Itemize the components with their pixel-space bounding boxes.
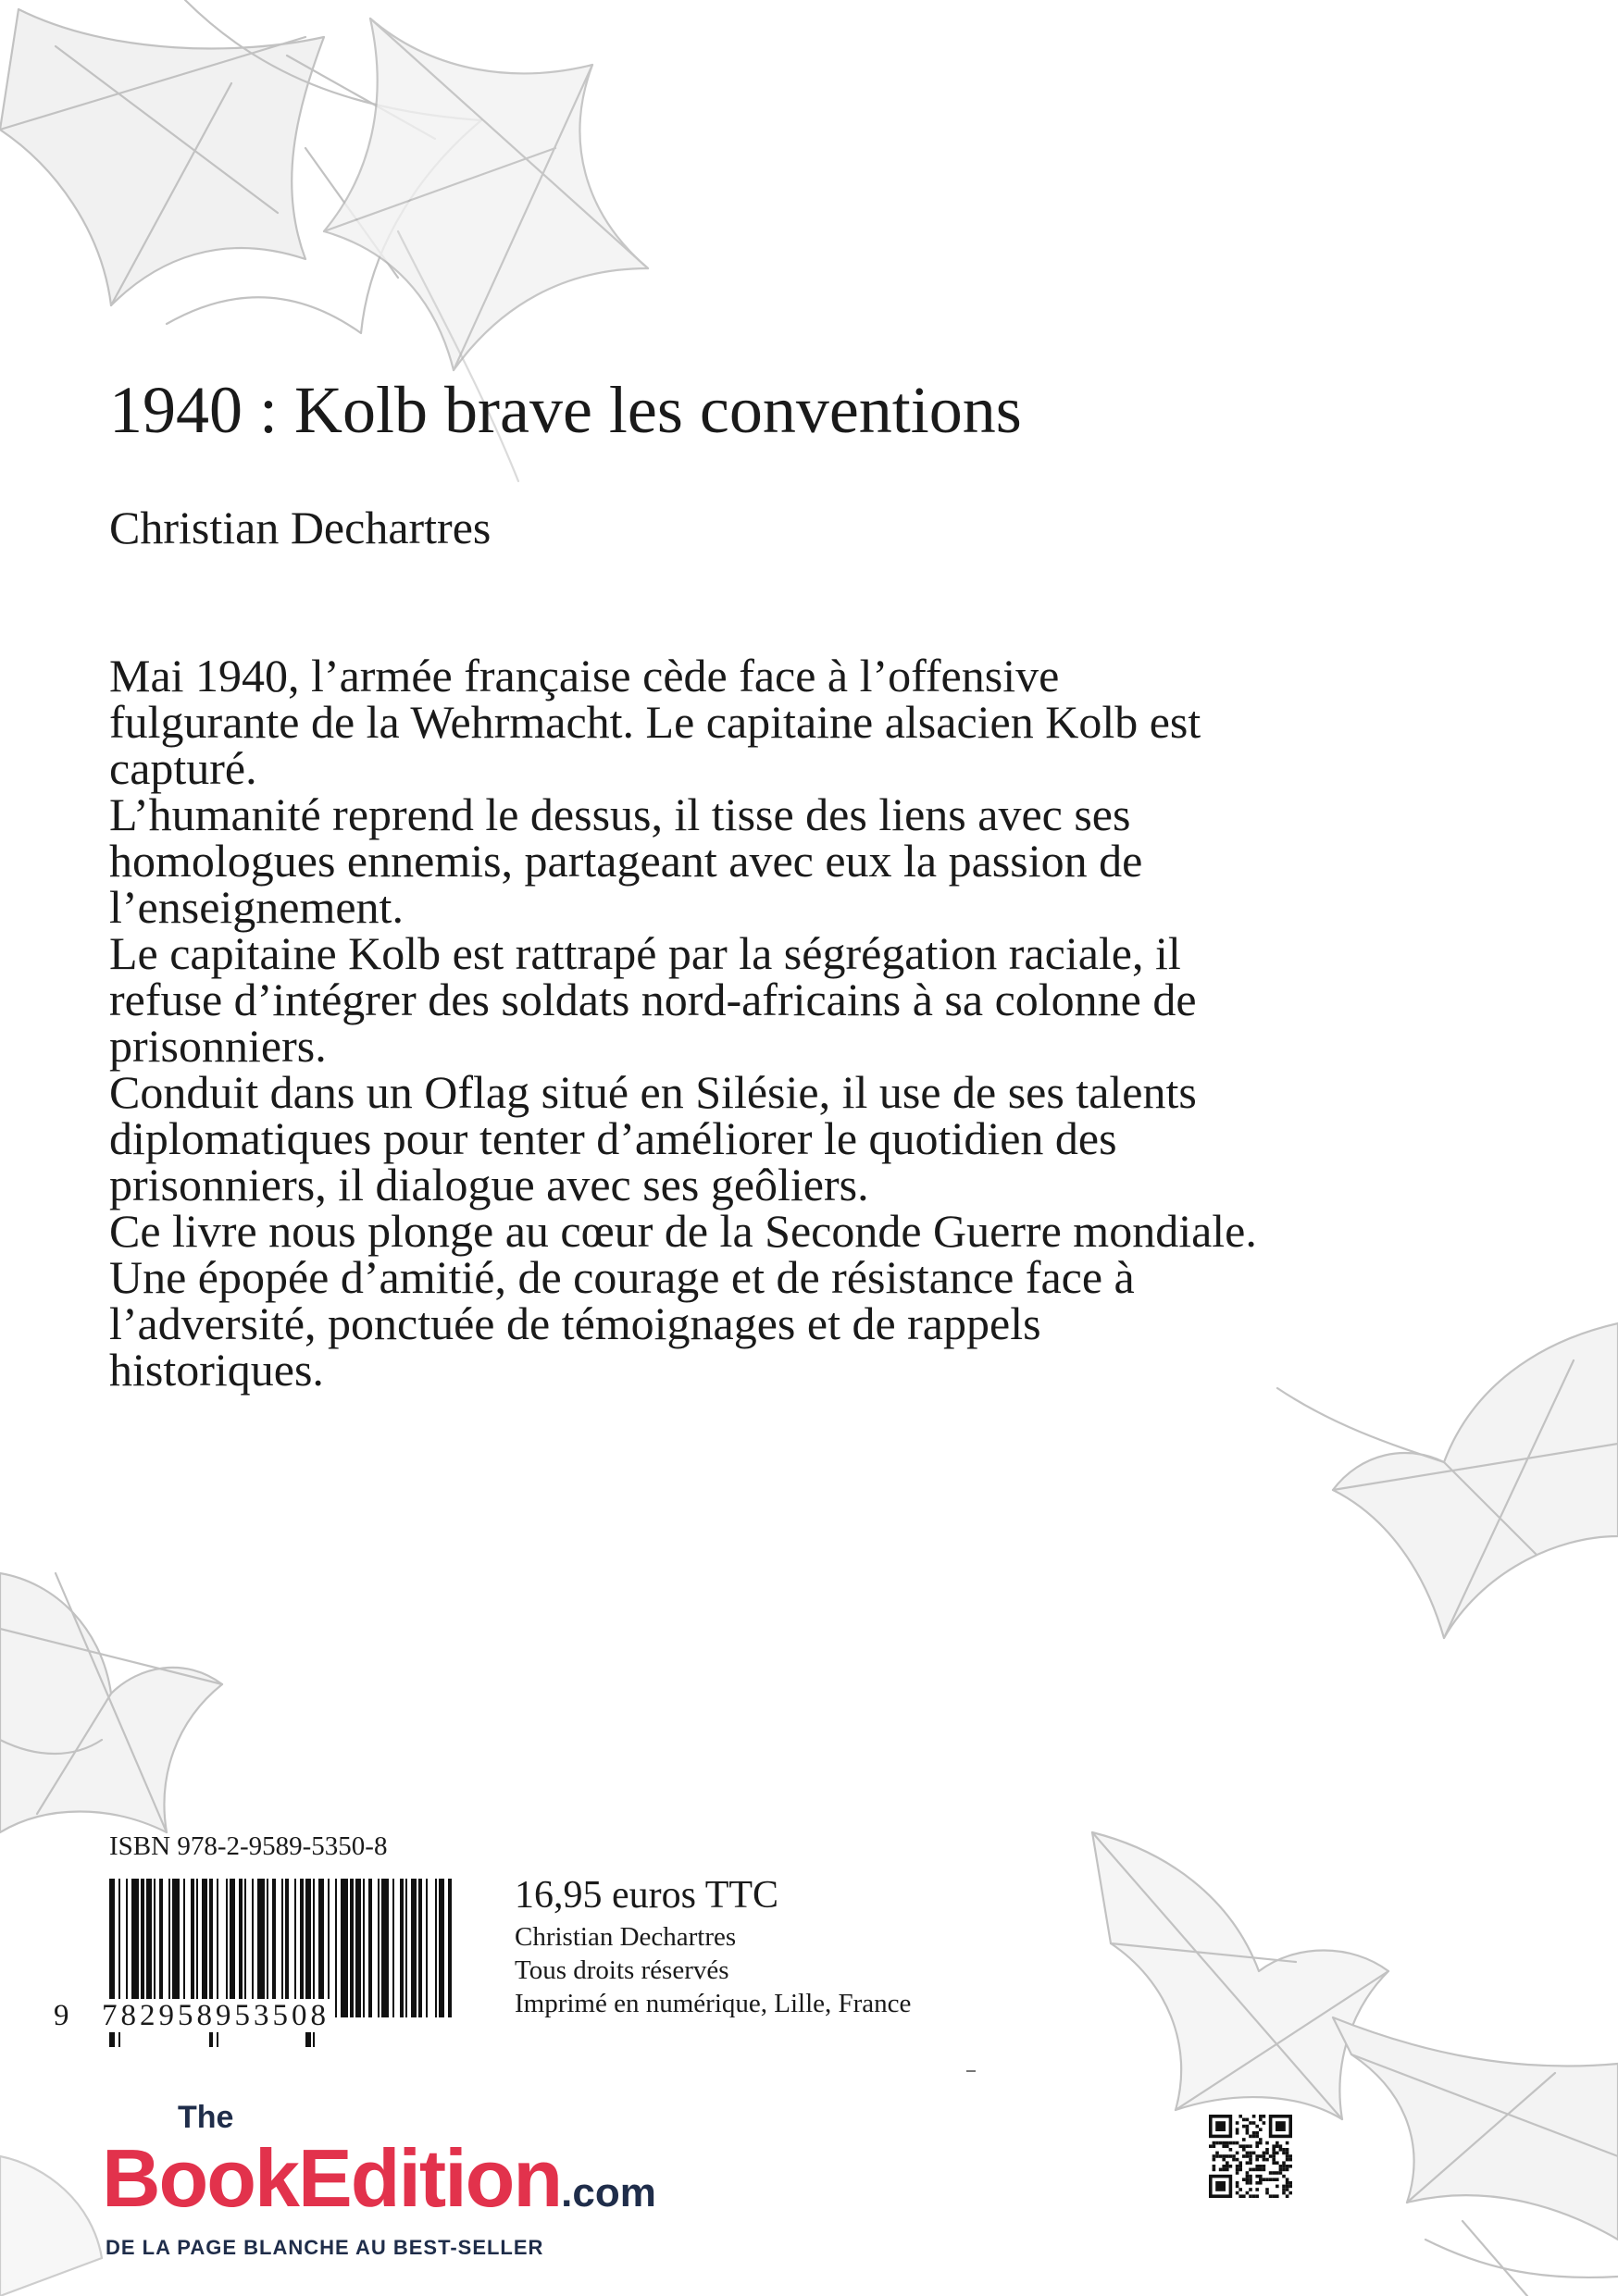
publisher-logo bbox=[102, 2100, 676, 2269]
barcode-number: 782958953508 bbox=[102, 1999, 330, 2032]
blurb-paragraph: Mai 1940, l’armée française cède face à l’offensive fulgurante de la Wehrmacht. Le capitaine alsacien Kolb est capturé. bbox=[109, 650, 1201, 794]
isbn-label: ISBN 978-2-9589-5350-8 bbox=[109, 1831, 388, 1861]
logo-the: The bbox=[178, 2100, 234, 2135]
blurb-paragraph: Le capitaine Kolb est rattrapé par la ségrégation raciale, il refuse d’intégrer des soldats nord-africains à sa colonne de prisonniers. bbox=[109, 927, 1197, 1072]
logo-wordmark bbox=[102, 2132, 656, 2224]
barcode-lead-digit: 9 bbox=[54, 1999, 73, 2032]
blurb-paragraph: Conduit dans un Oflag situé en Silésie, il use de ses talents diplomatiques pour tenter d’améliorer le quotidien des prisonniers, il dialogue avec ses geôliers. bbox=[109, 1066, 1197, 1210]
divider bbox=[966, 2070, 976, 2072]
rights-notice: Tous droits réservés bbox=[515, 1955, 729, 1985]
leaf-right-icon bbox=[1277, 1323, 1618, 1638]
qr-code-icon bbox=[1209, 2115, 1292, 2198]
leaf-bottom-left-icon bbox=[0, 2156, 102, 2296]
copyright-holder: Christian Dechartres bbox=[515, 1922, 737, 1952]
author-name: Christian Dechartres bbox=[109, 502, 492, 553]
imprint-info bbox=[515, 1920, 911, 2020]
leaf-bottom-right-icon bbox=[1092, 1832, 1618, 2296]
logo-main: BookEdition bbox=[102, 2132, 562, 2224]
back-cover-blurb bbox=[109, 650, 1257, 1396]
blurb-paragraph: Ce livre nous plonge au cœur de la Seconde Guerre mondiale. Une épopée d’amitié, de courage et de résistance face à l’adversité, ponctuée de témoignages et de rappels historiques. bbox=[109, 1205, 1257, 1396]
barcode-digits bbox=[54, 2001, 457, 2031]
price: 16,95 euros TTC bbox=[515, 1874, 779, 1917]
publisher-tagline: DE LA PAGE BLANCHE AU BEST-SELLER bbox=[106, 2236, 544, 2259]
leaf-top-center-icon bbox=[324, 19, 648, 370]
blurb-paragraph: L’humanité reprend le dessus, il tisse des liens avec ses homologues ennemis, partageant avec eux la passion de l’enseignement. bbox=[109, 788, 1143, 933]
book-title: 1940 : Kolb brave les conventions bbox=[109, 373, 1022, 447]
logo-suffix: .com bbox=[561, 2170, 656, 2215]
print-location: Imprimé en numérique, Lille, France bbox=[515, 1989, 912, 2018]
leaf-left-icon bbox=[0, 1573, 222, 1832]
